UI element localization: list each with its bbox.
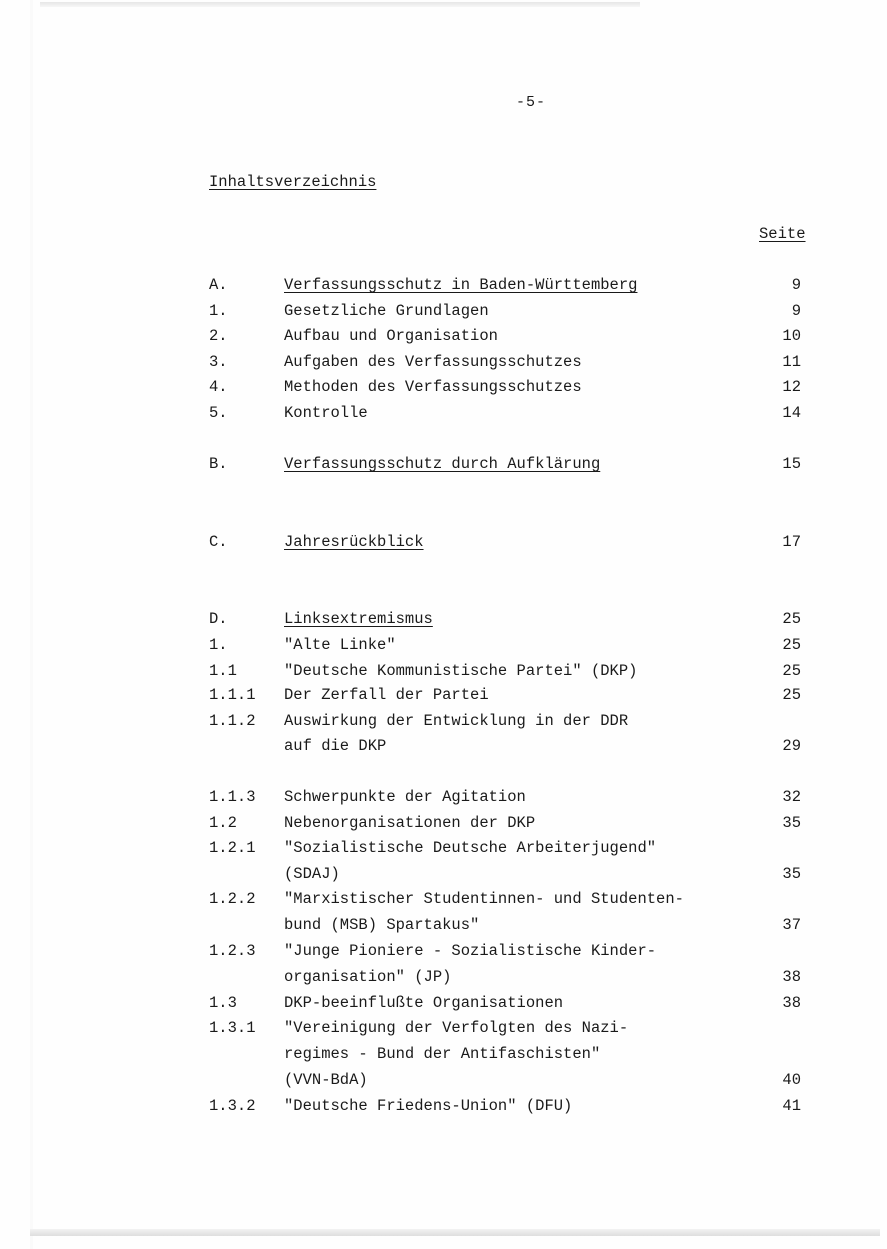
entry-title: "Alte Linke" (284, 636, 396, 654)
page-column-label: Seite (759, 225, 806, 243)
entry-title: Aufbau und Organisation (284, 327, 498, 345)
entry-number: 1. (209, 302, 228, 320)
entry-number: B. (209, 455, 228, 473)
toc-entry (209, 634, 809, 656)
entry-title: Der Zerfall der Partei (284, 686, 489, 704)
toc-entry (209, 274, 809, 296)
toc-entry (209, 1017, 809, 1039)
entry-number: 4. (209, 378, 228, 396)
entry-number: D. (209, 610, 228, 628)
entry-page: 35 (782, 814, 801, 832)
page-number: -5- (515, 94, 546, 111)
entry-number: 1.3 (209, 994, 237, 1012)
entry-page: 25 (782, 662, 801, 680)
toc-entry (209, 992, 809, 1014)
entry-title: Auswirkung der Entwicklung in der DDR (284, 712, 629, 730)
entry-page: 40 (782, 1071, 801, 1089)
toc-entry (209, 786, 809, 808)
entry-title: DKP-beeinflußte Organisationen (284, 994, 564, 1012)
toc-entry (209, 684, 809, 706)
entry-number: 1.1.3 (209, 788, 256, 806)
entry-title: Verfassungsschutz durch Aufklärung (284, 455, 601, 473)
entry-title: organisation" (JP) (284, 968, 452, 986)
toc-entry (209, 710, 809, 732)
entry-number: C. (209, 533, 228, 551)
entry-page: 35 (782, 865, 801, 883)
entry-title: Kontrolle (284, 404, 368, 422)
entry-title: Linksextremismus (284, 610, 433, 628)
toc-entry (209, 837, 809, 859)
toc-entry (209, 863, 809, 885)
scan-edge-top (40, 2, 640, 7)
entry-title: Verfassungsschutz in Baden-Württemberg (284, 276, 638, 294)
entry-number: 1.3.2 (209, 1097, 256, 1115)
entry-title: "Vereinigung der Verfolgten des Nazi- (284, 1019, 629, 1037)
entry-number: 1.3.1 (209, 1019, 256, 1037)
entry-title: (VVN-BdA) (284, 1071, 368, 1089)
toc-entry (209, 351, 809, 373)
toc-entry (209, 940, 809, 962)
entry-page: 29 (782, 737, 801, 755)
entry-title: bund (MSB) Spartakus" (284, 916, 480, 934)
entry-number: 3. (209, 353, 228, 371)
scan-edge-bottom (30, 1229, 880, 1236)
toc-entry (209, 660, 809, 682)
entry-title: Jahresrückblick (284, 533, 424, 551)
entry-title: "Sozialistische Deutsche Arbeiterjugend" (284, 839, 657, 857)
toc-entry (209, 608, 809, 630)
entry-page: 9 (791, 276, 801, 294)
entry-title: auf die DKP (284, 737, 387, 755)
entry-page: 12 (782, 378, 801, 396)
toc-heading: Inhaltsverzeichnis (209, 173, 377, 191)
entry-title: Gesetzliche Grundlagen (284, 302, 489, 320)
entry-page: 38 (782, 994, 801, 1012)
entry-page: 38 (782, 968, 801, 986)
entry-title: "Deutsche Kommunistische Partei" (DKP) (284, 662, 638, 680)
toc-entry (209, 453, 809, 475)
entry-number: 2. (209, 327, 228, 345)
toc-entry (209, 376, 809, 398)
entry-page: 14 (782, 404, 801, 422)
entry-title: Nebenorganisationen der DKP (284, 814, 536, 832)
entry-number: 1. (209, 636, 228, 654)
entry-title: regimes - Bund der Antifaschisten" (284, 1045, 601, 1063)
toc-entry (209, 325, 809, 347)
toc-entry (209, 402, 809, 424)
toc-entry (209, 966, 809, 988)
entry-page: 9 (791, 302, 801, 320)
entry-number: 5. (209, 404, 228, 422)
entry-page: 37 (782, 916, 801, 934)
entry-title: Methoden des Verfassungsschutzes (284, 378, 582, 396)
entry-number: 1.2.3 (209, 942, 256, 960)
entry-page: 25 (782, 636, 801, 654)
toc-entry (209, 888, 809, 910)
entry-title: "Deutsche Friedens-Union" (DFU) (284, 1097, 573, 1115)
toc-entry (209, 735, 809, 757)
entry-page: 17 (782, 533, 801, 551)
toc-entry (209, 1043, 809, 1065)
entry-number: 1.2 (209, 814, 237, 832)
entry-page: 15 (782, 455, 801, 473)
entry-title: Aufgaben des Verfassungsschutzes (284, 353, 582, 371)
entry-number: 1.1.2 (209, 712, 256, 730)
toc-entry (209, 1069, 809, 1091)
toc-entry (209, 1095, 809, 1117)
toc-entry (209, 914, 809, 936)
entry-page: 25 (782, 610, 801, 628)
entry-number: 1.1.1 (209, 686, 256, 704)
entry-title: "Marxistischer Studentinnen- und Studenten- (284, 890, 684, 908)
toc-entry (209, 812, 809, 834)
entry-number: A. (209, 276, 228, 294)
entry-page: 11 (782, 353, 801, 371)
entry-page: 25 (782, 686, 801, 704)
entry-page: 32 (782, 788, 801, 806)
entry-title: (SDAJ) (284, 865, 340, 883)
entry-number: 1.1 (209, 662, 237, 680)
entry-page: 10 (782, 327, 801, 345)
entry-number: 1.2.2 (209, 890, 256, 908)
entry-title: "Junge Pioniere - Sozialistische Kinder- (284, 942, 657, 960)
entry-number: 1.2.1 (209, 839, 256, 857)
toc-entry (209, 531, 809, 553)
entry-title: Schwerpunkte der Agitation (284, 788, 526, 806)
entry-page: 41 (782, 1097, 801, 1115)
toc-entry (209, 300, 809, 322)
scan-edge-left (30, 0, 33, 1249)
